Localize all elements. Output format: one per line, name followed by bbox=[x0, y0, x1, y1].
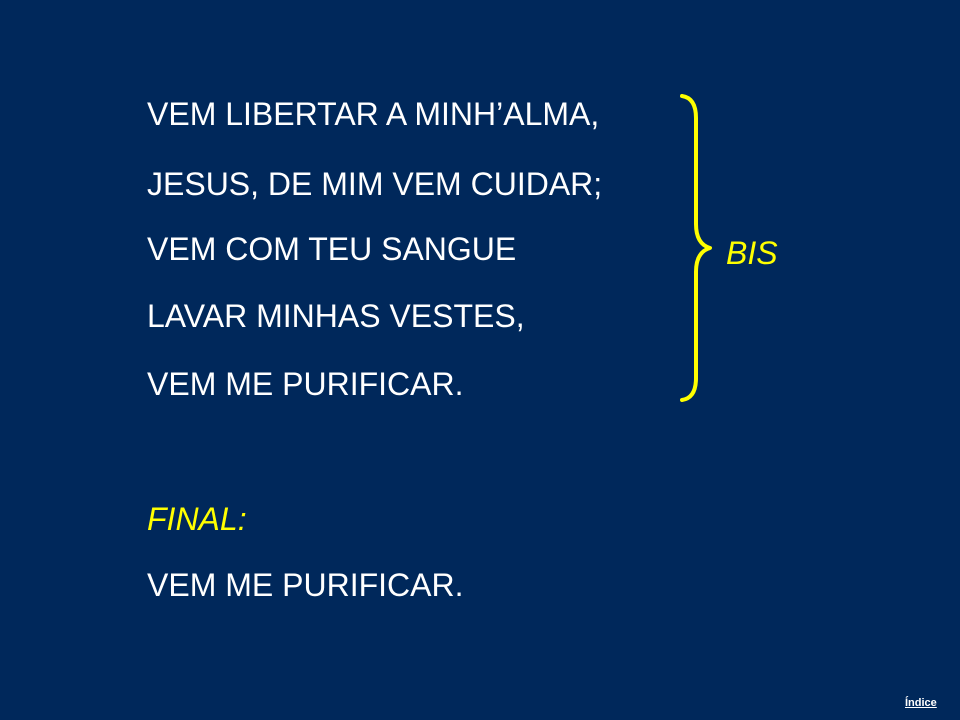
curly-brace-icon bbox=[678, 92, 718, 404]
lyric-line-2: JESUS, DE MIM VEM CUIDAR; bbox=[147, 166, 603, 202]
lyric-line-4: LAVAR MINHAS VESTES, bbox=[147, 298, 525, 334]
final-label: FINAL: bbox=[147, 501, 247, 537]
repeat-label: BIS bbox=[726, 235, 778, 271]
lyric-line-3: VEM COM TEU SANGUE bbox=[147, 231, 517, 267]
final-lyric-line: VEM ME PURIFICAR. bbox=[147, 567, 464, 603]
lyric-line-1: VEM LIBERTAR A MINH’ALMA, bbox=[147, 96, 600, 132]
lyric-line-5: VEM ME PURIFICAR. bbox=[147, 366, 464, 402]
index-link[interactable]: Índice bbox=[905, 697, 937, 709]
